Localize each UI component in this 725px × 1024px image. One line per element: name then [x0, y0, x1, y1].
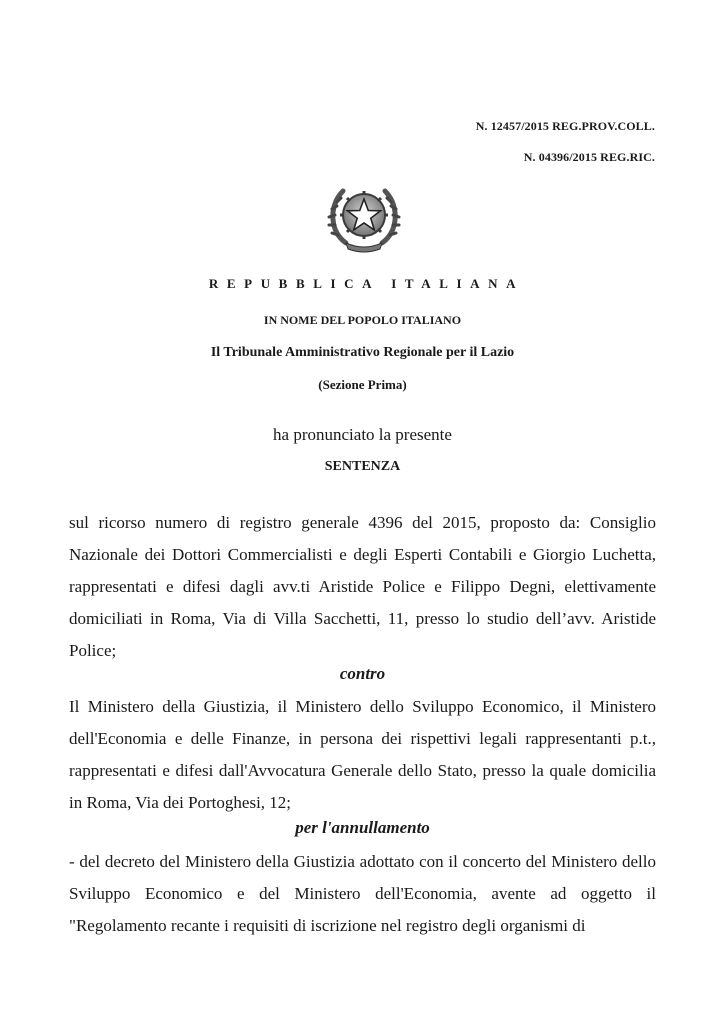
contro-paragraph: Il Ministero della Giustizia, il Ministero dello Sviluppo Economico, il Ministero dell'Economia e delle Finanze, in persona dei rispettivi legali rappresentanti p.t., rappresentati e difesi dall'Avvocatura Generale dello Stato, presso la quale domicilia in Roma, Via dei Portoghesi, 12; — [69, 697, 656, 812]
emblem-of-italy-icon — [324, 177, 404, 257]
pronounced-line: ha pronunciato la presente — [273, 425, 452, 444]
court-section: (Sezione Prima) — [318, 377, 407, 392]
court-name: Il Tribunale Amministrativo Regionale per il Lazio — [210, 345, 515, 360]
annullamento-paragraph: - del decreto del Ministero della Giustizia adottato con il concerto del Ministero dello Sviluppo Economico e del Ministero dell'Economia, avente ad oggetto il "Regolamento recante i requisiti di iscrizione nel registro degli organismi di — [69, 852, 656, 935]
in-nome-heading: IN NOME DEL POPOLO ITALIANO — [263, 313, 462, 327]
annullamento-heading: per l'annullamento — [295, 818, 430, 837]
ricorso-paragraph: sul ricorso numero di registro generale 4396 del 2015, proposto da: Consiglio Nazionale dei Dottori Commercialisti e degli Esperti Contabili e Giorgio Luchetta, rappresentati e difesi dagli avv.ti Aristide Police e Filippo Degni, elettivamente domiciliati in Roma, Via di Villa Sacchetti, 11, presso lo studio dell’avv. Aristide Police; — [69, 513, 656, 660]
reg-ric-number: N. 04396/2015 REG.RIC. — [523, 150, 655, 164]
contro-heading: contro — [339, 664, 386, 683]
document-type-heading: SENTENZA — [324, 459, 401, 474]
reg-prov-coll-number: N. 12457/2015 REG.PROV.COLL. — [475, 119, 655, 133]
republic-heading: REPUBBLICA ITALIANA — [208, 276, 525, 291]
